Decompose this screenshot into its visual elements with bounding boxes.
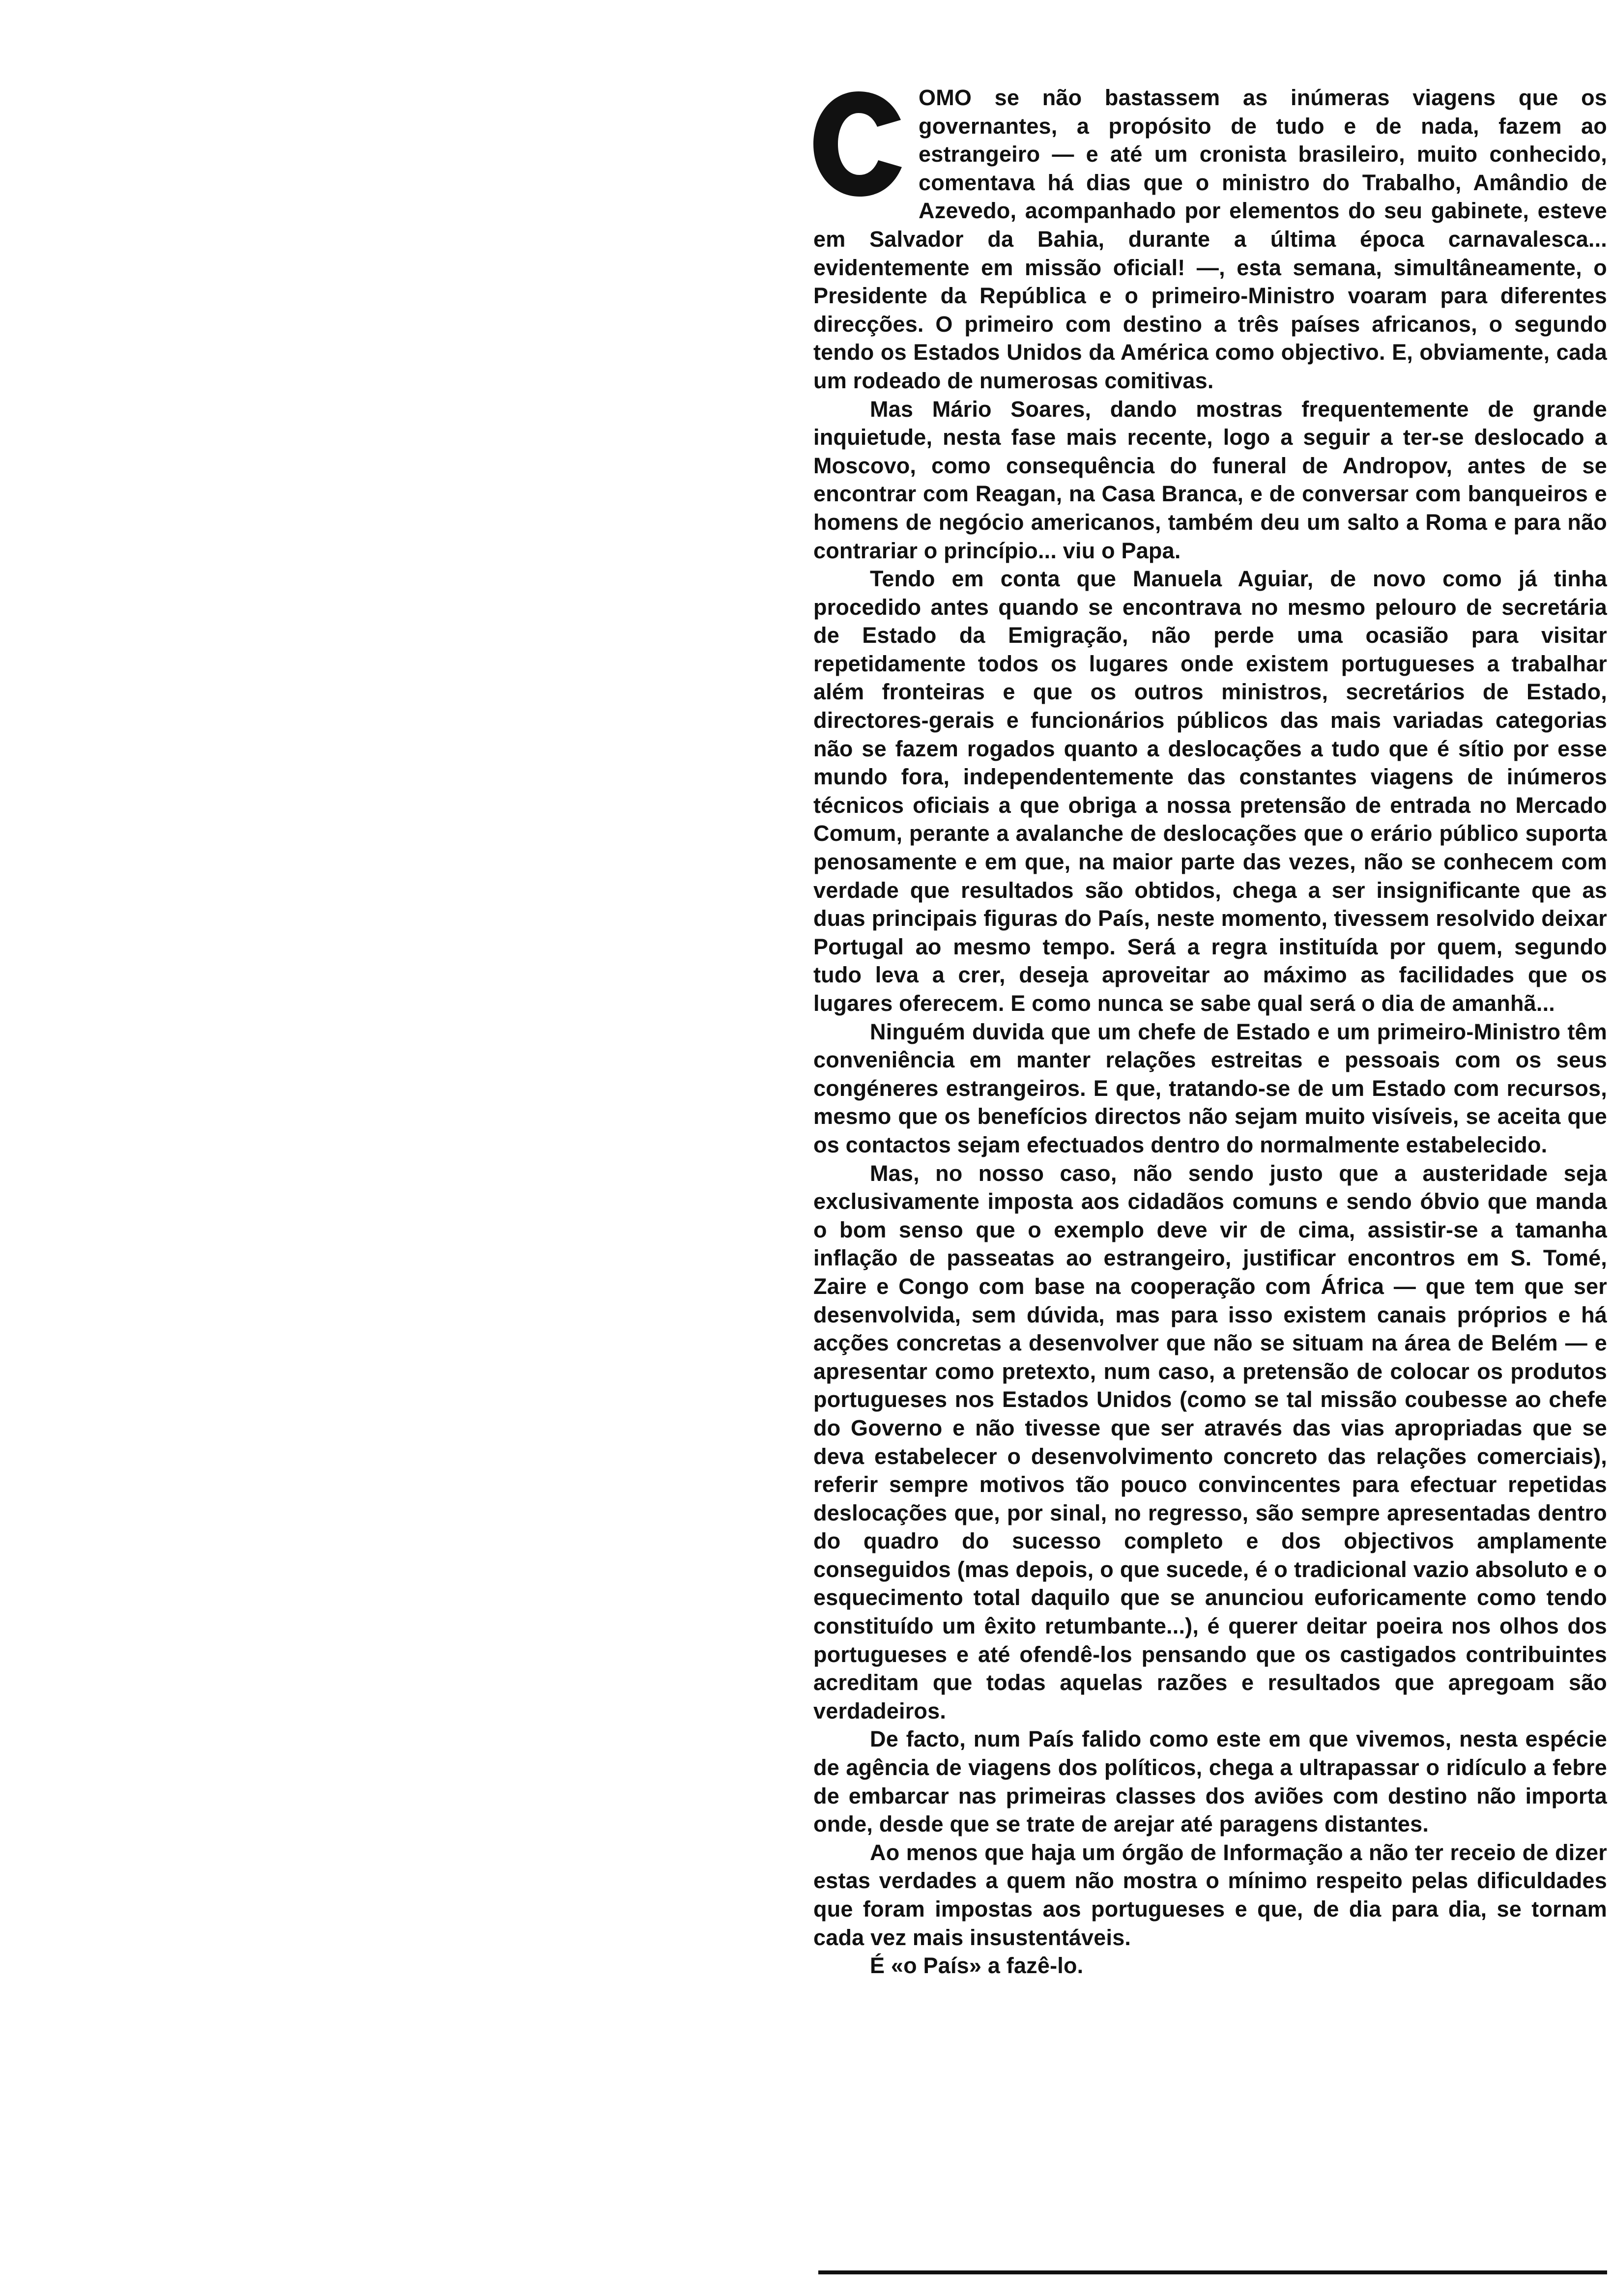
article-paragraph-6: De facto, num País falido como este em que vivemos, nesta espécie de agência de viagens dos políticos, chega a ultrapassar o ridículo a febre de embarcar nas primeiras classes dos aviões com destino não importa onde, desde que se trate de arejar até paragens distantes. [813, 1726, 1607, 1837]
bottom-rule [818, 2270, 1607, 2274]
article-paragraph-3: Tendo em conta que Manuela Aguiar, de novo como já tinha procedido antes quando se encontrava no mesmo pelouro de secretária de Estado da Emigração, não perde uma ocasião para visitar repetidamente todos os lugares onde existem portugueses a trabalhar além fronteiras e que os outros ministros, secretários de Estado, directores-gerais e funcionários públicos das mais variadas categorias não se fazem rogados quanto a deslocações a tudo que é sítio por esse mundo fora, independentemente das constantes viagens de inúmeros técnicos oficiais a que obriga a nossa pretensão de entrada no Mercado Comum, perante a avalanche de deslocações que o erário público suporta penosamente e em que, na maior parte das vezes, não se conhecem com verdade que resultados são obtidos, chega a ser insignificante que as duas principais figuras do País, neste momento, tivessem resolvido deixar Portugal ao mesmo tempo. Será a regra instituída por quem, segundo tudo leva a crer, deseja aproveitar ao máximo as facilidades que os lugares oferecem. E como nunca se sabe qual será o dia de amanhã... [813, 566, 1607, 1016]
article-column [813, 84, 1607, 1980]
article-paragraph-5: Mas, no nosso caso, não sendo justo que a austeridade seja exclusivamente imposta aos cidadãos comuns e sendo óbvio que manda o bom senso que o exemplo deve vir de cima, assistir-se a tamanha inflação de passeatas ao estrangeiro, justificar encontros em S. Tomé, Zaire e Congo com base na cooperação com África — que tem que ser desenvolvida, sem dúvida, mas para isso existem canais próprios e há acções concretas a desenvolver que não se situam na área de Belém — e apresentar como pretexto, num caso, a pretensão de colocar os produtos portugueses nos Estados Unidos (como se tal missão coubesse ao chefe do Governo e não tivesse que ser através das vias apropriadas que se deva estabelecer o desenvolvimento concreto das relações comerciais), referir sempre motivos tão pouco convincentes para efectuar repetidas deslocações que, por sinal, no regresso, são sempre apresentadas dentro do quadro do sucesso completo e dos objectivos amplamente conseguidos (mas depois, o que sucede, é o tradicional vazio absoluto e o esquecimento total daquilo que se anunciou euforicamente como tendo constituído um êxito retumbante...), é querer deitar poeira nos olhos dos portugueses e até ofendê-los pensando que os castigados contribuintes acreditam que todas aquelas razões e resultados que apregoam são verdadeiros. [813, 1160, 1607, 1723]
article-closing-line: É «o País» a fazê-lo. [870, 1953, 1084, 1979]
drop-cap-glyph [809, 87, 908, 201]
article-paragraph-2: Mas Mário Soares, dando mostras frequentemente de grande inquietude, nesta fase mais recente, logo a seguir a ter-se deslocado a Moscovo, como consequência do funeral de Andropov, antes de se encontrar com Reagan, na Casa Branca, e de conversar com banqueiros e homens de negócio americanos, também deu um salto a Roma e para não contrariar o princípio... viu o Papa. [813, 396, 1607, 563]
article-paragraph-7: Ao menos que haja um órgão de Informação a não ter receio de dizer estas verdades a quem não mostra o mínimo respeito pelas dificuldades que foram impostas aos portugueses e que, de dia para dia, se tornam cada vez mais insustentáveis. [813, 1839, 1607, 1950]
article-paragraph-1 [813, 84, 1607, 395]
paragraph-text: OMO se não bastassem as inúmeras viagens que os governantes, a propósito de tudo e de nada, fazem ao estrangeiro — e até um cronista brasileiro, muito conhecido, comentava há dias que o ministro do Trabalho, Amândio de Azevedo, acompanhado por elementos do seu gabinete, esteve em Salvador da Bahia, durante a última época carnavalesca... evidentemente em missão oficial! —, esta semana, simultâneamente, o Presidente da República e o primeiro-Ministro voaram para diferentes direcções. O primeiro com destino a três países africanos, o segundo tendo os Estados Unidos da América como objectivo. E, obviamente, cada um rodeado de numerosas comitivas. [813, 85, 1607, 393]
drop-cap [809, 87, 908, 201]
article-paragraph-4: Ninguém duvida que um chefe de Estado e um primeiro-Ministro têm conveniência em manter relações estreitas e pessoais com os seus congéneres estrangeiros. E que, tratando-se de um Estado com recursos, mesmo que os benefícios directos não sejam muito visíveis, se aceita que os contactos sejam efectuados dentro do normalmente estabelecido. [813, 1019, 1607, 1157]
